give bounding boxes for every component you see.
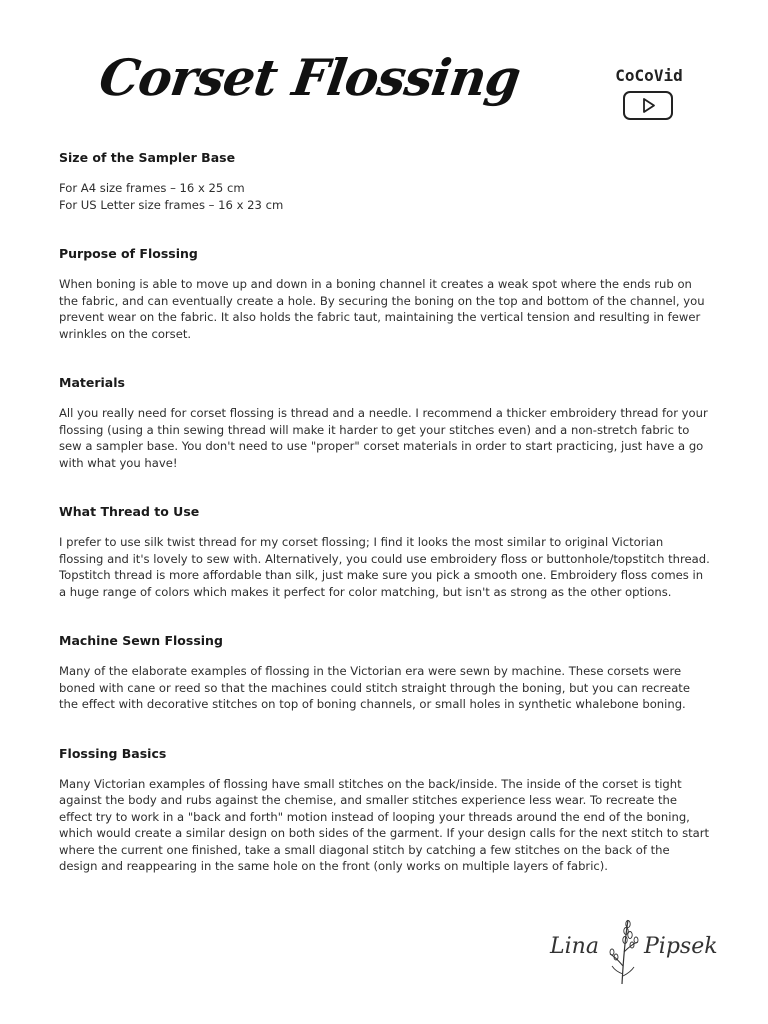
section-body: When boning is able to move up and down in a boning channel it creates a weak spot where the ends rub on the fabric, and can eventually create a hole. By securing the boning on the top and bottom of the channel, you prevent wear on the fabric. It also holds the fabric taut, maintaining the vertical tension and resulting in fewer wrinkles on the corset. [59,277,705,341]
section-heading: Materials [59,375,125,390]
section-materials [59,375,711,471]
section-thread [59,504,711,600]
section-body [59,180,711,213]
section-heading: Machine Sewn Flossing [59,633,223,648]
play-button-icon [622,90,674,122]
section-heading: Size of the Sampler Base [59,150,236,165]
section-body: Many Victorian examples of flossing have small stitches on the back/inside. The inside of the corset is tight against the body and rubs against the chemise, and smaller stitches experience less wear. To recreate the effect try to work in a "back and forth" motion instead of looping your threads around the end of the boning, which would create a similar design on both sides of the garment. If your design calls for the next stitch to start where the current one finished, take a small diagonal stitch by catching a few stitches on the back of the design and reappearing in the same hole on the front (only works on multiple layers of fabric). [59,776,710,873]
document-body [59,150,711,908]
section-heading: Flossing Basics [59,745,167,761]
section-heading: What Thread to Use [59,504,200,519]
cocovid-logo [612,66,686,124]
signature-first-name: Lina [550,934,599,959]
size-line-a4: For A4 size frames – 16 x 25 cm [59,181,245,195]
signature-last-name: Pipsek [644,934,718,959]
size-line-us-letter: For US Letter size frames – 16 x 23 cm [59,197,284,212]
section-heading: Purpose of Flossing [59,246,198,261]
section-body: All you really need for corset flossing is thread and a needle. I recommend a thicker embroidery thread for your flossing (using a thin sewing thread will make it harder to get your stitches even) and a non-stretch fabric to sew a sampler base. You don't need to use "proper" corset materials in order to start practicing, just have a go with what you have! [59,406,708,470]
section-purpose [59,246,711,342]
section-body: Many of the elaborate examples of flossing in the Victorian era were sewn by machine. These corsets were boned with cane or reed so that the machines could stitch straight through the boning, but you can recreate the effect with decorative stitches on top of boning channels, or small holes in synthetic whalebone boning. [59,664,690,711]
section-basics [59,746,711,875]
page-title: Corset Flossing [95,48,524,107]
section-sampler-size [59,150,711,213]
logo-text: CoCoVid [615,66,683,85]
section-body: I prefer to use silk twist thread for my corset flossing; I find it looks the most similar to original Victorian flossing and it's lovely to sew with. Alternatively, you could use embroidery floss or buttonhole/topstitch thread. Topstitch thread is more affordable than silk, just make sure you pick a smooth one. Embroidery floss comes in a huge range of colors which makes it perfect for color matching, but isn't as strong as the other options. [59,535,710,599]
section-machine-sewn [59,633,711,713]
lavender-sprig-icon [604,916,644,986]
signature [540,916,718,988]
